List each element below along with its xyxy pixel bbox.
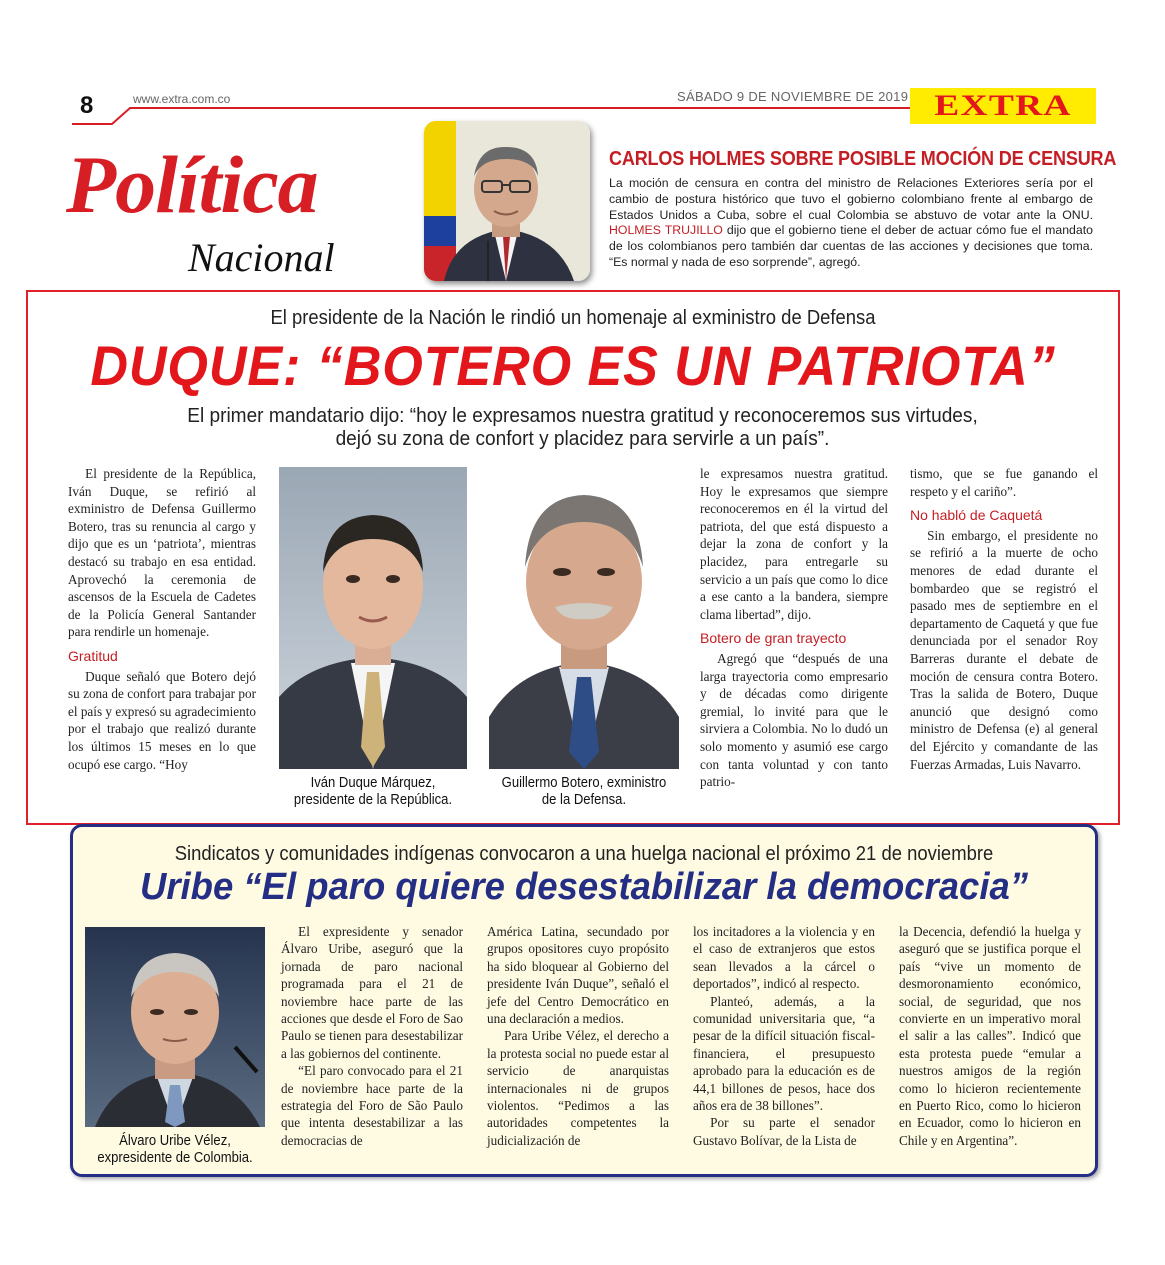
duque-caption-line-2: presidente de la República. bbox=[293, 792, 453, 808]
uribe-col3-paragraph-2: Planteó, además, a la comunidad universitaria que, “a pesar de la difícil situación fiscal-financiera, el presupuesto aprobado para la educación es de 44,1 billones de pesos, hace dos años era de 38 billones”. bbox=[693, 993, 875, 1114]
duque-caption bbox=[288, 775, 457, 809]
uribe-column-4 bbox=[899, 923, 1081, 1149]
col2-subhead: Botero de gran trayecto bbox=[700, 630, 847, 647]
uribe-col4-paragraph-1: la Decencia, defendió la huelga y aseguró que se justifica porque el país “vive un momento de desmoronamiento económico, social, de seguridad, que nos convierte en un imperativo moral el salir a las calles”. Indicó que esta protesta puede “emular a nuestros amigos de la región como lo hicieron recientemente en Puerto Rico, como lo hicieron en Ecuador, como lo hicieron en Chile y en Argentina”. bbox=[899, 924, 1081, 1148]
duque-caption-line-1: Iván Duque Márquez, bbox=[310, 775, 436, 791]
uribe-col2-paragraph-1: América Latina, secundado por grupos opositores cuyo propósito ha sido bloquear al Gobierno del presidente Iván Duque”, señaló el jefe del Centro Democrático en una declaración a medios. bbox=[487, 924, 669, 1027]
holmes-body-part-1: La moción de censura en contra del ministro de Relaciones Exteriores sería por el cambio de postura histórico que tuvo el gobierno colombiano frente al embargo de Estados Unidos a Cuba, sobre el cual Colombia se abstuvo de votar ante la ONU. bbox=[609, 176, 1093, 222]
site-url[interactable]: www.extra.com.co bbox=[133, 92, 231, 106]
uribe-caption-line-2: expresidente de Colombia. bbox=[97, 1150, 253, 1166]
holmes-body bbox=[609, 176, 1093, 271]
col2-paragraph-2: Agregó que “después de una larga trayectoria como empresario y de décadas como dirigente gremial, lo invité para que le sirviera a Colombia. No lo dudó un solo momento y asumió ese cargo con tanta voluntad y con tanto patrio- bbox=[700, 650, 888, 790]
extra-logo[interactable] bbox=[910, 88, 1096, 124]
section-subtitle: Nacional bbox=[188, 235, 335, 280]
logo-text: EXTRA bbox=[934, 89, 1072, 122]
uribe-col3-paragraph-3: Por su parte el senador Gustavo Bolívar, de la Lista de bbox=[693, 1115, 875, 1148]
col1-paragraph-1: El presidente de la República, Iván Duque, se refirió al exministro de Defensa Guillermo Botero, tras su renuncia al cargo y dijo que es un ‘patriota’, mientras destacó su trabajo en esa entidad. Aprovechó la ceremonia de ascensos de la Escuela de Cadetes de la Policía General Santander para rendirle un homenaje. bbox=[68, 466, 256, 640]
botero-caption-line-1: Guillermo Botero, exministro bbox=[501, 775, 667, 791]
section-title: Política bbox=[66, 139, 318, 230]
col2-paragraph-1: le expresamos nuestra gratitud. Hoy le expresamos que siempre reconoceremos en él la virtud del patriota, del que está dispuesto a dejar la zona de confort y la placidez, para entregarle su servicio a un país que como lo dice a ese canto a la bandera, siempre clama libertad”, dijo. bbox=[700, 466, 888, 622]
uribe-col1-paragraph-1: El expresidente y senador Álvaro Uribe, aseguró que la jornada de paro nacional programada para el 21 de noviembre hace parte de las acciones que desde el Foro de Sao Paulo se tienen para desestabilizar a las gobiernos del continente. bbox=[281, 924, 463, 1061]
page-number: 8 bbox=[80, 92, 94, 119]
uribe-col3-paragraph-1: los incitadores a la violencia y en el caso de extranjeros que estos sean llevados a la cárcel o deportados”, indicó al respecto. bbox=[693, 924, 875, 992]
duque-photo bbox=[279, 467, 467, 769]
botero-caption bbox=[494, 775, 674, 809]
edition-date: SÁBADO 9 DE NOVIEMBRE DE 2019 bbox=[677, 89, 909, 104]
uribe-photo bbox=[85, 927, 265, 1127]
deck-line-1: El primer mandatario dijo: “hoy le expresamos nuestra gratitud y reconoceremos sus virtudes, bbox=[187, 404, 978, 427]
col3-paragraph-2: Sin embargo, el presidente no se refirió a la muerte de ocho menores de edad durante el bombardeo que se registró el pasado mes de septiembre en el departamento de Caquetá y que fue denunciada por el senador Roy Barreras durante el debate de moción de censura contra Botero. Tras la salida de Botero, Duque anunció que designó como ministro de Defensa (e) al general del Ejército y comandante de las Fuerzas Armadas, Luis Navarro. bbox=[910, 527, 1098, 772]
uribe-col1-paragraph-2: “El paro convocado para el 21 de noviembre hace parte de la estrategia del Foro de São Paulo que intenta desestabilizar a las democracias de bbox=[281, 1063, 463, 1148]
holmes-body-part-2: dijo que el gobierno tiene el deber de actuar cómo fue el mandato de los colombianos pero también dar cuentas de las acciones y decisiones que toma. “Es normal y nada de eso sorprende”, agregó. bbox=[609, 223, 1093, 269]
holmes-photo bbox=[424, 121, 590, 281]
col1-subhead: Gratitud bbox=[68, 647, 118, 664]
main-column-1 bbox=[68, 465, 256, 773]
deck-line-2: dejó su zona de confort y placidez para servirle a un país”. bbox=[335, 427, 830, 450]
uribe-caption-line-1: Álvaro Uribe Vélez, bbox=[119, 1133, 231, 1149]
holmes-headline: CARLOS HOLMES SOBRE POSIBLE MOCIÓN DE CENSURA bbox=[609, 147, 1117, 170]
col3-paragraph-1: tismo, que se fue ganando el respeto y el cariño”. bbox=[910, 466, 1098, 499]
main-column-2 bbox=[700, 465, 888, 791]
holmes-name-highlight: HOLMES TRUJILLO bbox=[609, 223, 723, 238]
uribe-caption bbox=[91, 1133, 258, 1167]
uribe-col2-paragraph-2: Para Uribe Vélez, el derecho a la protesta social no puede estar al servicio de anarquistas internacionales ni de grupos violentos. “Pedimos a las autoridades competentes la judicialización de bbox=[487, 1028, 669, 1148]
botero-photo bbox=[489, 467, 679, 769]
col1-paragraph-2: Duque señaló que Botero dejó su zona de confort para trabajar por el país y expresó su agradecimiento por el trabajo que realizó durante los últimos 15 meses en lo que ocupó ese cargo. “Hoy bbox=[68, 668, 256, 772]
main-kicker: El presidente de la Nación le rindió un homenaje al exministro de Defensa bbox=[270, 306, 876, 329]
main-headline: DUQUE: “BOTERO ES UN PATRIOTA” bbox=[90, 334, 1056, 397]
botero-caption-line-2: de la Defensa. bbox=[541, 792, 627, 808]
uribe-headline: Uribe “El paro quiere desestabilizar la democracia” bbox=[139, 866, 1029, 908]
uribe-column-3 bbox=[693, 923, 875, 1149]
uribe-column-2 bbox=[487, 923, 669, 1149]
main-column-3 bbox=[910, 465, 1098, 773]
uribe-column-1 bbox=[281, 923, 463, 1149]
main-deck bbox=[152, 404, 1012, 450]
col3-subhead: No habló de Caquetá bbox=[910, 507, 1043, 524]
uribe-kicker: Sindicatos y comunidades indígenas convocaron a una huelga nacional el próximo 21 de noviembre bbox=[174, 842, 994, 865]
